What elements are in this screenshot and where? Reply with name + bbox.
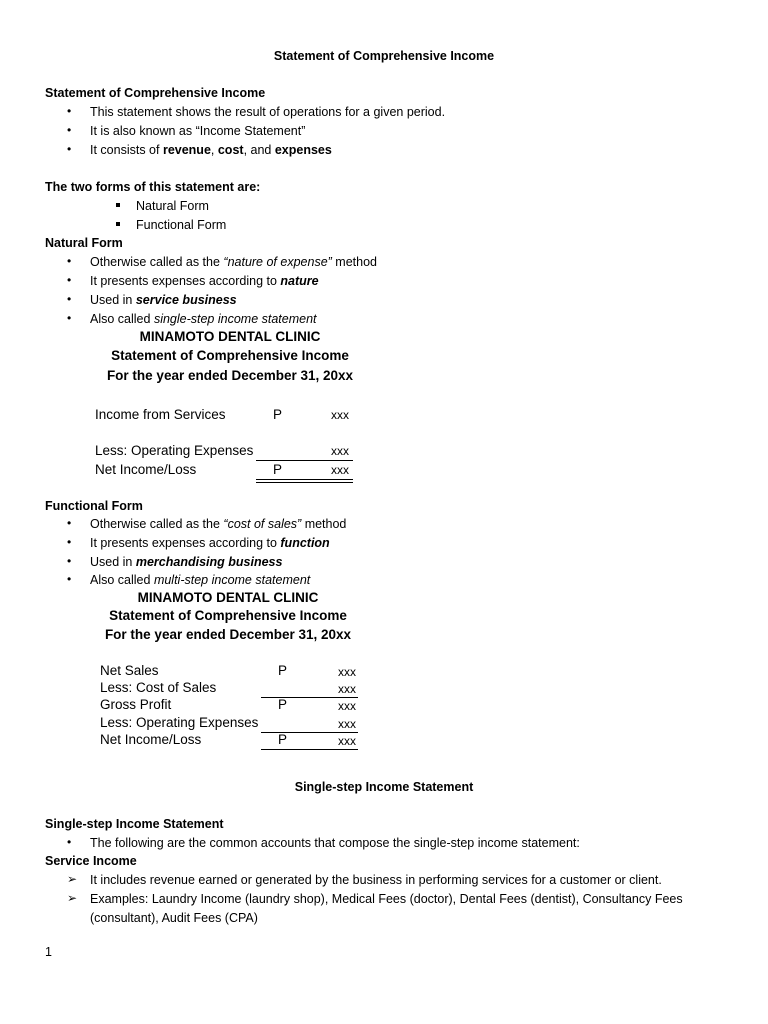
bullet-icon: • — [67, 535, 72, 549]
stmt-row-currency: P — [273, 462, 283, 477]
arrow-bullet-icon: ➢ — [67, 872, 78, 886]
intro-bullet-3: It consists of revenue, cost, and expenses — [90, 143, 332, 157]
stmt-row-currency: P — [278, 732, 288, 747]
functional-bullet-3: Used in merchandising business — [90, 555, 283, 569]
service-income-desc: It includes revenue earned or generated by the business in performing services for a customer or client. — [90, 873, 662, 887]
subtotal-rule — [261, 697, 358, 698]
page-number: 1 — [45, 945, 52, 959]
functional-stmt-period: For the year ended December 31, 20xx — [104, 627, 352, 642]
natural-heading: Natural Form — [45, 236, 123, 250]
functional-bullet-1: Otherwise called as the “cost of sales” method — [90, 517, 347, 531]
bullet-icon: • — [67, 142, 72, 156]
natural-bullet-1: Otherwise called as the “nature of expense” method — [90, 255, 377, 269]
service-income-examples-line1: Examples: Laundry Income (laundry shop), Medical Fees (doctor), Dental Fees (dentist), Consultancy Fees — [90, 892, 683, 906]
bullet-icon: • — [67, 554, 72, 568]
natural-stmt-company: MINAMOTO DENTAL CLINIC — [139, 329, 321, 344]
stmt-row-amount: xxx — [331, 463, 349, 477]
stmt-row-amount: xxx — [338, 734, 356, 748]
forms-item-functional: Functional Form — [136, 218, 227, 232]
single-step-heading: Single-step Income Statement — [45, 817, 224, 831]
functional-bullet-4: Also called multi-step income statement — [90, 573, 311, 587]
stmt-row-amount: xxx — [331, 444, 349, 458]
square-bullet-icon — [116, 203, 120, 207]
bullet-icon: • — [67, 311, 72, 325]
stmt-row-label: Net Sales — [100, 663, 159, 678]
bullet-icon: • — [67, 254, 72, 268]
forms-heading: The two forms of this statement are: — [45, 180, 261, 194]
page-title: Statement of Comprehensive Income — [273, 49, 495, 63]
functional-heading: Functional Form — [45, 499, 143, 513]
subtotal-rule — [261, 732, 358, 733]
natural-bullet-4: Also called single-step income statement — [90, 312, 317, 326]
stmt-row-label: Net Income/Loss — [95, 462, 197, 477]
stmt-row-label: Income from Services — [95, 407, 226, 422]
service-income-examples-line2: (consultant), Audit Fees (CPA) — [90, 911, 258, 925]
functional-bullet-2: It presents expenses according to function — [90, 536, 330, 550]
square-bullet-icon — [116, 222, 120, 226]
natural-bullet-2: It presents expenses according to nature — [90, 274, 319, 288]
natural-bullet-3: Used in service business — [90, 293, 237, 307]
stmt-row-label: Less: Cost of Sales — [100, 680, 217, 695]
stmt-row-amount: xxx — [338, 717, 356, 731]
natural-stmt-period: For the year ended December 31, 20xx — [106, 368, 354, 383]
intro-bullet-2: It is also known as “Income Statement” — [90, 124, 306, 138]
forms-item-natural: Natural Form — [136, 199, 209, 213]
stmt-row-amount: xxx — [331, 408, 349, 422]
stmt-row-label: Less: Operating Expenses — [95, 443, 254, 458]
bullet-icon: • — [67, 104, 72, 118]
stmt-row-currency: P — [278, 697, 288, 712]
subtotal-rule — [256, 460, 353, 461]
stmt-row-label: Net Income/Loss — [100, 732, 202, 747]
stmt-row-label: Less: Operating Expenses — [100, 715, 259, 730]
service-income-heading: Service Income — [45, 854, 137, 868]
stmt-row-amount: xxx — [338, 665, 356, 679]
total-double-rule — [261, 749, 358, 750]
stmt-row-amount: xxx — [338, 682, 356, 696]
total-double-rule — [256, 482, 353, 483]
stmt-row-amount: xxx — [338, 699, 356, 713]
intro-bullet-1: This statement shows the result of operations for a given period. — [90, 105, 446, 119]
single-step-title: Single-step Income Statement — [294, 780, 474, 794]
total-double-rule — [256, 479, 353, 480]
bullet-icon: • — [67, 292, 72, 306]
stmt-row-currency: P — [278, 663, 288, 678]
stmt-row-label: Gross Profit — [100, 697, 172, 712]
bullet-icon: • — [67, 123, 72, 137]
functional-stmt-company: MINAMOTO DENTAL CLINIC — [137, 590, 319, 605]
stmt-row-currency: P — [273, 407, 283, 422]
functional-stmt-name: Statement of Comprehensive Income — [109, 608, 347, 623]
intro-heading: Statement of Comprehensive Income — [45, 86, 266, 100]
single-step-bullet-1: The following are the common accounts that compose the single-step income statement: — [90, 836, 580, 850]
bullet-icon: • — [67, 516, 72, 530]
arrow-bullet-icon: ➢ — [67, 891, 78, 905]
bullet-icon: • — [67, 273, 72, 287]
bullet-icon: • — [67, 572, 72, 586]
natural-stmt-name: Statement of Comprehensive Income — [111, 348, 349, 363]
bullet-icon: • — [67, 835, 72, 849]
